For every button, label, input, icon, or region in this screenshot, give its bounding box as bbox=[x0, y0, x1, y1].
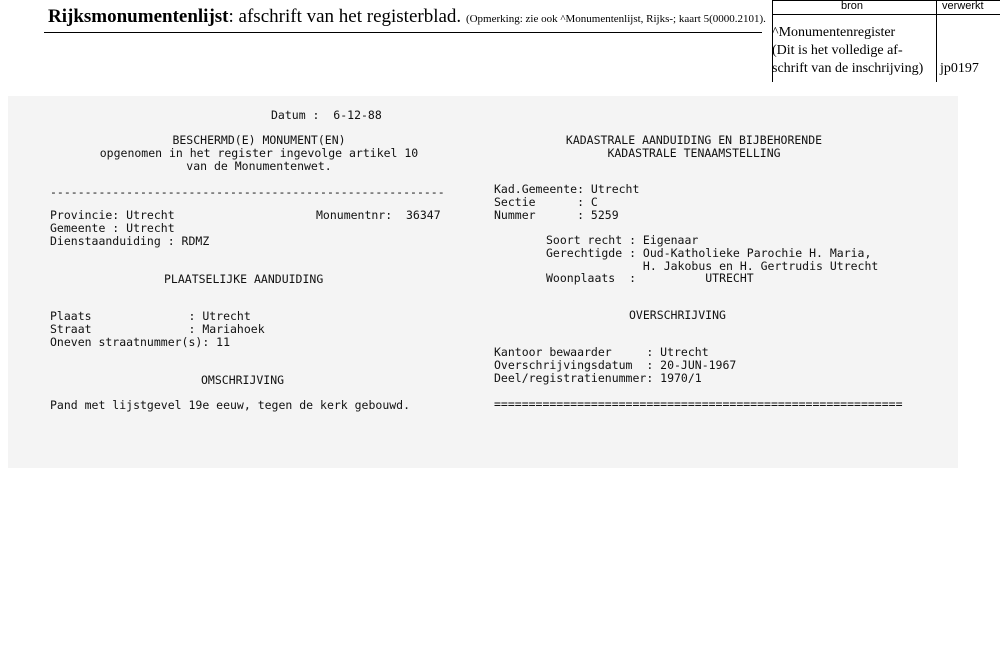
deel-registratienummer-line: Deel/registratienummer: 1970/1 bbox=[494, 371, 702, 385]
gerechtigde-line-2: H. Jakobus en H. Gertrudis Utrecht bbox=[546, 259, 879, 273]
gemeente-line: Gemeente : Utrecht bbox=[50, 221, 175, 235]
right-heading-line-1: KADASTRALE AANDUIDING EN BIJBEHORENDE bbox=[565, 133, 823, 147]
soort-recht-line: Soort recht : Eigenaar bbox=[546, 233, 699, 247]
omschrijving-heading: OMSCHRIJVING bbox=[201, 373, 285, 387]
header-rule bbox=[44, 32, 762, 33]
overschrijvingsdatum-line: Overschrijvingsdatum : 20-JUN-1967 bbox=[494, 358, 737, 372]
straat-line: Straat : Mariahoek bbox=[50, 322, 265, 336]
overschrijving-heading: OVERSCHRIJVING bbox=[629, 308, 726, 322]
source-box-bron-line-1: ^Monumentenregister bbox=[772, 25, 896, 40]
kantoor-bewaarder-line: Kantoor bewaarder : Utrecht bbox=[494, 345, 709, 359]
nummer-line: Nummer : 5259 bbox=[494, 208, 619, 222]
source-box-col-bron: bron bbox=[841, 0, 864, 12]
register-datum: Datum : 6-12-88 bbox=[271, 108, 382, 122]
sectie-line: Sectie : C bbox=[494, 195, 598, 209]
title-rest: : afschrift van het registerblad. bbox=[228, 6, 462, 27]
title-note: (Opmerking: zie ook ^Monumentenlijst, Rijks-; kaart 5(0000.2101). bbox=[465, 13, 766, 25]
left-heading-line-1: BESCHERMD(E) MONUMENT(EN) bbox=[172, 133, 346, 147]
source-box-header-rule bbox=[772, 14, 1000, 15]
source-box-column-divider bbox=[936, 0, 937, 82]
kad-gemeente-line: Kad.Gemeente: Utrecht bbox=[494, 182, 640, 196]
source-box-verwerkt-value: jp0197 bbox=[940, 61, 979, 76]
provincie-line: Provincie: Utrecht bbox=[50, 208, 175, 222]
dienstaanduiding-line: Dienstaanduiding : RDMZ bbox=[50, 234, 210, 248]
right-heading-line-2: KADASTRALE TENAAMSTELLING bbox=[607, 146, 781, 160]
oneven-straatnummer-line: Oneven straatnummer(s): 11 bbox=[50, 335, 231, 349]
page-title bbox=[48, 6, 766, 28]
plaatselijke-aanduiding-heading: PLAATSELIJKE AANDUIDING bbox=[164, 272, 324, 286]
right-equals-divider: =========================================================== bbox=[494, 397, 903, 411]
plaats-line: Plaats : Utrecht bbox=[50, 309, 251, 323]
left-heading-line-2: opgenomen in het register ingevolge artikel 10 bbox=[99, 146, 419, 160]
monumentnr-line: Monumentnr: 36347 bbox=[316, 208, 441, 222]
omschrijving-text: Pand met lijstgevel 19e eeuw, tegen de kerk gebouwd. bbox=[50, 398, 411, 412]
left-dash-divider: --------------------------------------------------------- bbox=[50, 185, 445, 199]
source-box-bron-line-2: (Dit is het volledige af- bbox=[772, 43, 903, 58]
left-heading-line-3: van de Monumentenwet. bbox=[186, 159, 332, 173]
source-box-col-verwerkt: verwerkt bbox=[942, 0, 984, 12]
woonplaats-line: Woonplaats : UTRECHT bbox=[546, 271, 754, 285]
title-bold: Rijksmonumentenlijst bbox=[48, 6, 229, 27]
source-box-bron-line-3: schrift van de inschrijving) bbox=[772, 61, 924, 76]
gerechtigde-line-1: Gerechtigde : Oud-Katholieke Parochie H. Maria, bbox=[546, 246, 872, 260]
